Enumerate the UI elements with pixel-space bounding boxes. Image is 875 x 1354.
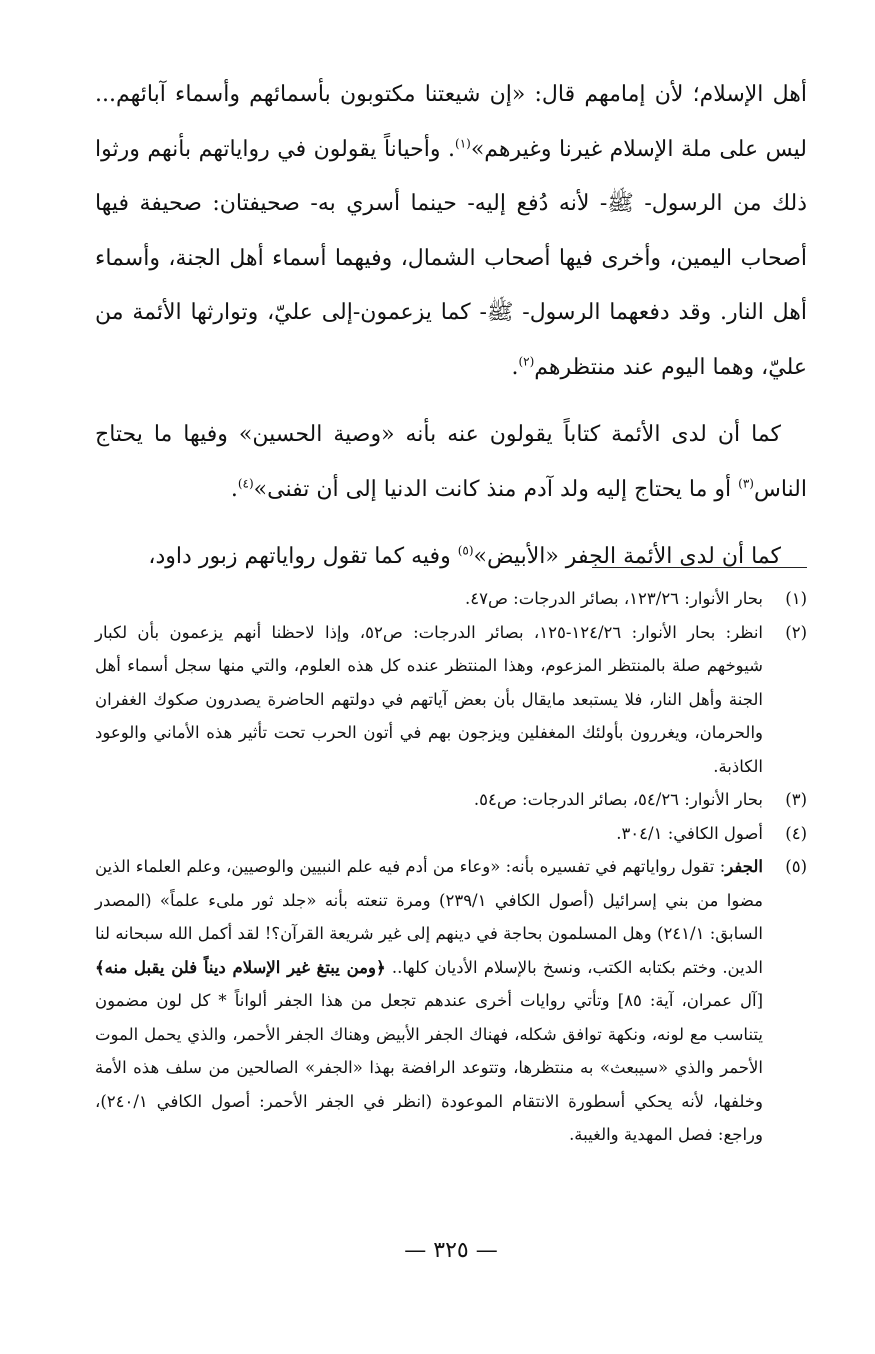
paragraph-1 (95, 68, 807, 395)
footnote-text: بحار الأنوار: ٥٤/٢٦، بصائر الدرجات: ص٥٤. (473, 790, 763, 809)
footnote-4 (95, 817, 807, 851)
footnote-text: بحار الأنوار: ١٢٣/٢٦، بصائر الدرجات: ص٤٧. (464, 589, 763, 608)
main-text (95, 68, 807, 585)
paragraph-3 (95, 530, 807, 585)
footnote-text-b: [آل عمران، آية: ٨٥] وتأتي روايات أخرى عندهم تجعل من هذا الجفر ألواناً * كل لون مضمون يتناسب مع لونه، ونكهة توافق شكله، فهناك الجفر الأبيض وهناك الجفر الأحمر، والذي يحمل الموت الأحمر والذي «سيبعث» به منتظرها، وتتوعد الرافضة بهذا «الجفر» الصالحين من سلف هذه الأمة وخلفها، لأنه يحكي أسطورة الانتقام الموعودة (انظر في الجفر الأحمر: أصول الكافي ٢٤٠/١)، وراجع: فصل المهدية والغيبة. (95, 991, 764, 1144)
footnote-number: (٢) (785, 622, 807, 642)
quran-quote: ﴿ومن يبتغ غير الإسلام ديناً فلن يقبل منه﴾ (95, 957, 386, 977)
footnote-text: أصول الكافي: ٣٠٤/١. (616, 823, 763, 843)
footnote-separator (592, 567, 807, 568)
footnotes (95, 582, 807, 1152)
footnote-text: انظر: بحار الأنوار: ١٢٤/٢٦-١٢٥، بصائر الدرجات: ص٥٢، وإذا لاحظنا أنهم يزعمون بأن لكبار شيوخهم صلة بالمنتظر المزعوم، وهذا المنتظر عنده كل هذه العلوم، والتي منها سجل أسماء أهل الجنة وأهل النار، فلا يستبعد مايقال بأن بعض آياتهم في دولتهم الحاضرة يصدرون صكوك الغفران والحرمان، ويغررون بأولئك المغفلين ويزجون بهم في أتون الحرب تحت تأثير هذه الأماني والوعود الكاذبة. (95, 622, 764, 776)
paragraph-2-text-b: أو ما يحتاج إليه ولد آدم منذ كانت الدنيا إلى أن تفنى» (253, 476, 739, 502)
paragraph-2-text-a: كما أن لدى الأئمة كتاباً يقولون عنه بأنه «وصية الحسين» وفيها ما يحتاج الناس (95, 422, 807, 502)
footnote-number: (١) (785, 589, 807, 608)
footnote-ref-5: (٥) (457, 543, 474, 558)
paragraph-1-text-b: . وأحياناً يقولون في رواياتهم بأنهم ورثوا ذلك من الرسول- ﷺ- لأنه دُفع إليه- حينما أسري به- صحيفتان: صحيفة فيها أصحاب اليمين، وأخرى فيها أصحاب الشمال، وفيهما أسماء أهل الجنة، وأسماء أهل النار. وقد دفعهما الرسول- ﷺ- كما يزعمون-إلى عليّ، وتوارثها الأئمة من عليّ، وهما اليوم عند منتظرهم (95, 136, 807, 380)
footnote-ref-1: (١) (455, 136, 471, 151)
footnote-number: (٣) (785, 790, 807, 809)
footnote-text-a: : تقول رواياتهم في تفسيره بأنه: «وعاء من أدم فيه علم النبيين والوصيين، وعلم العلماء الذين مضوا من بني إسرائيل (أصول الكافي ٢٣٩/١) ومرة تنعته بأنه «جلد ثور ملىء علماً» (المصدر السابق: ٢٤١/١) وهل المسلمون بحاجة في دينهم إلى غير شريعة القرآن؟! لقد أكمل الله سبحانه لنا الدين. وختم بكتابه الكتب، ونسخ بالإسلام الأديان كلها.. (95, 857, 764, 977)
book-page (95, 68, 807, 1318)
paragraph-2-text-c: . (230, 476, 238, 502)
footnote-5 (95, 850, 807, 1152)
paragraph-1-text-c: . (511, 354, 519, 380)
paragraph-2 (95, 408, 807, 517)
footnote-ref-3: (٣) (738, 476, 754, 491)
page-number: — ٣٢٥ — (404, 1238, 498, 1263)
paragraph-1-text-a: أهل الإسلام؛ لأن إمامهم قال: «إن شيعتنا مكتوبون بأسمائهم وأسماء آبائهم... ليس على ملة الإسلام غيرنا وغيرهم» (95, 82, 807, 162)
footnote-ref-2: (٢) (518, 354, 535, 369)
footnote-number: (٤) (785, 823, 807, 843)
footnote-number: (٥) (785, 857, 807, 876)
footnote-ref-4: (٤) (237, 476, 254, 491)
footnote-text (95, 850, 763, 1152)
footnote-lead-term: الجفر (725, 857, 763, 876)
footnote-1 (95, 582, 807, 616)
footnote-2 (95, 616, 807, 784)
paragraph-3-text-b: وفيه كما تقول رواياتهم زبور داود، (148, 544, 458, 569)
footnote-3 (95, 783, 807, 817)
paragraph-3-text-a: كما أن لدى الأئمة الجفر «الأبيض» (473, 544, 781, 569)
